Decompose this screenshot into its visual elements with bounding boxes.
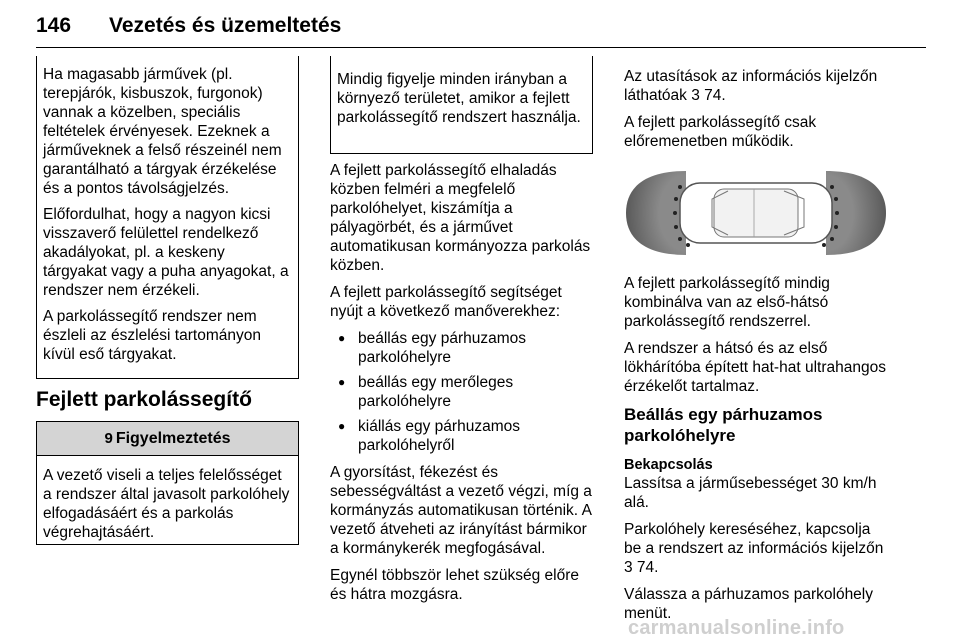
bullet-list xyxy=(330,329,593,455)
warning-text: A vezető viseli a teljes felelősséget a rendszer által javasolt parkolóhely elfogadásáért és a parkolás végrehajtásáért. xyxy=(43,467,290,541)
warning-title: Figyelmeztetés xyxy=(115,429,231,447)
paragraph: A gyorsítást, fékezést és sebességváltást a vezető végzi, míg a kormányzás automatikusan történik. A vezető átveheti az irányítást bármikor a kormánykerék megfogásával. xyxy=(330,464,592,557)
parking-sensor-illustration xyxy=(624,163,888,263)
page-header xyxy=(36,6,926,48)
paragraph: Előfordulhat, hogy a nagyon kicsi visszaverő felülettel rendelkező akadályokat, pl. a keskeny tárgyakat vagy a puha anyagokat, a rendszer nem érzékeli. xyxy=(43,206,289,299)
warning-box xyxy=(36,421,299,545)
right-text-bottom xyxy=(624,274,888,631)
paragraph: A fejlett parkolássegítő csak előremenetben működik. xyxy=(624,114,817,150)
section-title: Fejlett parkolássegítő xyxy=(36,388,252,411)
paragraph: Az utasítások az információs kijelzőn láthatóak 3 74. xyxy=(624,68,878,104)
list-item: ● kiállás egy párhuzamos parkolóhelyről xyxy=(330,417,593,455)
paragraph: A parkolássegítő rendszer nem észleli az észlelési tartományon kívül eső tárgyakat. xyxy=(43,308,261,363)
car-cabin xyxy=(714,189,798,237)
list-item: ● beállás egy párhuzamos parkolóhelyre xyxy=(330,329,593,367)
paragraph: A fejlett parkolássegítő segítséget nyújt a következő manőverekhez: xyxy=(330,284,562,320)
warning-header xyxy=(37,421,298,456)
paragraph: Ha magasabb járművek (pl. terepjárók, kisbuszok, furgonok) vannak a közelben, speciális feltételek érvényesek. Ezeknek a járműveknek a felső részeinél nem garantálható a tárgyak érzékelése és a pontos távolságjelzés. xyxy=(43,66,282,197)
paragraph: A fejlett parkolássegítő elhaladás közben felméri a megfelelő parkolóhelyet, kiszámítja a pályagörbét, és a járművet automatikusan kormányozza parkolás közben. xyxy=(330,162,591,274)
paragraph: Lassítsa a járműsebességet 30 km/h alá. xyxy=(624,475,877,511)
warning-triangle-icon: 9 xyxy=(104,430,113,447)
info-box-middle: Mindig figyelje minden irányban a környező területet, amikor a fejlett parkolássegítő rendszert használja. xyxy=(330,56,593,154)
right-text-top xyxy=(624,67,888,159)
paragraph: Válassza a párhuzamos parkolóhely menüt. xyxy=(624,586,873,622)
subsection-title: Beállás egy párhuzamos parkolóhelyre xyxy=(624,405,823,445)
middle-text xyxy=(330,161,593,612)
info-box-left xyxy=(36,56,299,379)
page-number: 146 xyxy=(36,14,72,37)
watermark: carmanualsonline.info xyxy=(628,617,845,639)
mini-title: Bekapcsolás xyxy=(624,457,713,473)
paragraph: A fejlett parkolássegítő mindig kombinálva van az első-hátsó parkolássegítő rendszerrel. xyxy=(624,275,830,330)
paragraph: Parkolóhely kereséséhez, kapcsolja be a rendszert az információs kijelzőn 3 74. xyxy=(624,521,884,576)
list-item: ● beállás egy merőleges parkolóhelyre xyxy=(330,373,593,411)
paragraph: A rendszer a hátsó és az első lökhárítóba épített hat-hat ultrahangos érzékelőt tartalmaz. xyxy=(624,340,886,395)
paragraph: Egynél többször lehet szükség előre és hátra mozgásra. xyxy=(330,567,580,603)
page-title: Vezetés és üzemeltetés xyxy=(109,14,342,37)
